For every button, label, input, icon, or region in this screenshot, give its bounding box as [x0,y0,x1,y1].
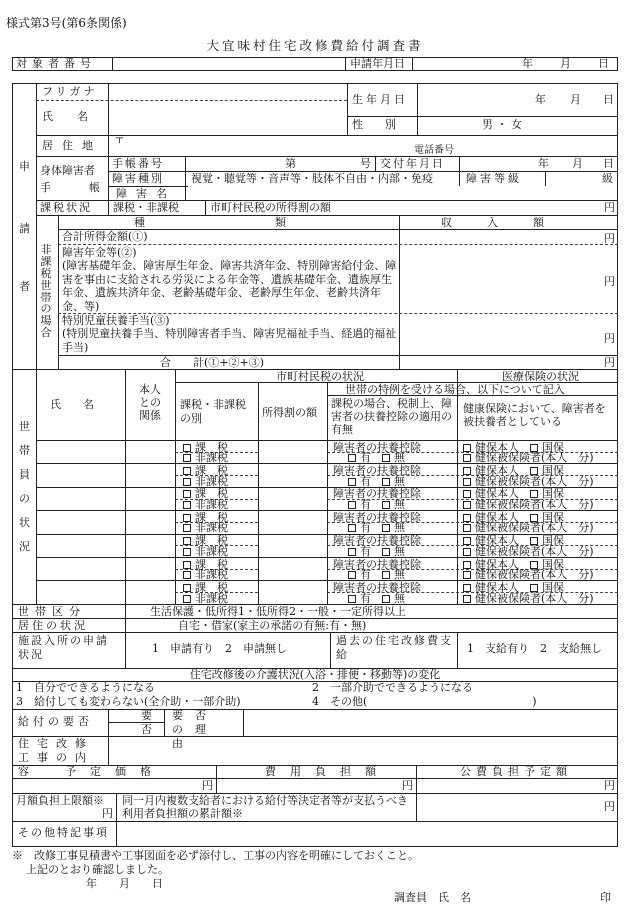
checkbox[interactable] [463,548,471,556]
tax-option[interactable]: 課 税 [183,511,228,525]
dependent-option[interactable]: 健保被保険者(本人 分) [463,592,594,606]
deduction-options[interactable]: 有 無 [348,451,405,465]
nontax-option[interactable]: 非課税 [183,568,228,582]
seal-mark: 印 [600,891,611,904]
other-label: その他特記事項 [18,826,109,839]
deduction-options[interactable]: 有 無 [348,475,405,489]
checkbox[interactable] [463,524,471,532]
checkbox[interactable] [382,548,390,556]
limit-label: 月額負担上限額※ [16,794,104,807]
muni-status-header: 市町村民税の状況 [276,370,364,383]
issue-date-label: 交付年月日 [380,157,445,170]
tax-option[interactable]: 課 税 [183,534,228,548]
insurance-options[interactable]: 健保本人 国保 [463,511,564,525]
dependent-option[interactable]: 健保被保険者(本人 分) [463,521,594,535]
nontax-option[interactable]: 非課税 [183,592,228,606]
deduction-label: 障害者の扶養控除 [333,487,421,501]
nontax-option[interactable]: 非課税 [183,545,228,559]
deduction-options[interactable]: 有 無 [348,568,405,582]
checkbox[interactable] [463,478,471,486]
kind-header: 種類 [134,216,416,229]
tax-option[interactable]: 課 税 [183,558,228,572]
past-label: 過去の住宅改修費支給 [336,634,453,661]
need-reason-label: 要否の理由 [172,709,218,750]
checkbox[interactable] [382,524,390,532]
nontax-option[interactable]: 非課税 [183,498,228,512]
insurance-options[interactable]: 健保本人 国保 [463,534,564,548]
name-label: 氏名 [42,110,112,123]
deduction-label: 障害者の扶養控除 [333,510,421,524]
dependent-option[interactable]: 健保被保険者(本人 分) [463,451,594,465]
deduction-options[interactable]: 有 無 [348,545,405,559]
inspector-label: 調査員 氏 名 [394,891,471,904]
checkbox[interactable] [183,478,191,486]
deduction-label: 障害者の扶養控除 [333,534,421,548]
work-label: 住宅改修工事の内容 [18,737,94,778]
checkbox[interactable] [183,454,191,462]
limit-note: 同一月内複数支給者における給付等決定者等が支払うべき利用者負担額の累計額※ [122,794,408,821]
checkbox[interactable] [348,571,356,579]
nontax-side-label: 非課税世帯の場合 [40,243,52,340]
facility-options: 1 申請有り 2 申請無し [152,642,287,655]
dependent-option[interactable]: 健保被保険者(本人 分) [463,545,594,559]
income-header: 所得割の額 [262,406,317,419]
form-number: 様式第3号(第6条関係) [6,16,127,30]
ins-case-header: 健康保険において、障害者を被扶養者としている [463,402,606,429]
dis-grade-label: 障害等級 [466,172,522,185]
dependent-option[interactable]: 健保被保険者(本人 分) [463,498,594,512]
facility-label: 施設入所の申請状況 [18,634,109,661]
deduction-label: 障害者の扶養控除 [333,580,421,594]
checkbox[interactable] [382,595,390,603]
checkbox[interactable] [463,595,471,603]
sex-value: 男 ・ 女 [482,118,522,131]
handbook-label-1: 身体障害者 [40,164,95,177]
checkbox[interactable] [183,501,191,509]
medical-header: 医療保険の状況 [502,370,579,383]
muni-tax-label: 市町村民税の所得割の額 [210,201,331,214]
page-title: 大宜味村住宅改修費給付調査書 [206,38,424,53]
checkbox[interactable] [348,548,356,556]
checkbox[interactable] [382,571,390,579]
checkbox[interactable] [183,571,191,579]
footer-note: ※ 改修工事見積書や工事図面を必ず添付し、工事の内容を明確にしておくこと。 [12,849,419,862]
deduction-label: 障害者の扶養控除 [333,440,421,454]
amount-header: 収入額 [441,216,579,229]
handbook-label-2: 手帳 [40,181,138,194]
residence-options: 自宅・借家(家主の承諾の有無:有・無) [178,619,367,632]
checkbox[interactable] [183,595,191,603]
row2-label: 障害年金等(②) (障害基礎年金、障害厚生年金、障害共済年金、特別障害給付金、障害を事由に支給される労災による年金等、遺族基礎年金、遺族厚生年金、遺族共済年金、老齢基礎年金、老齢厚生年金、老齢共済年金、等) [62,246,397,313]
tax-options: 課税・非課税 [113,201,179,214]
row1-label: 合計所得金額(①) [62,230,148,243]
tax-case-header: 課税の場合、税制上、障害者の扶養控除の適用の有無 [331,397,452,437]
residence-label: 居住の状況 [18,619,88,632]
insurance-options[interactable]: 健保本人 国保 [463,441,564,455]
book-no-label: 手帳番号 [112,157,164,170]
special-note: 世帯の特例を受ける場合、以下について記入 [345,383,565,396]
sex-label: 性別 [352,118,418,131]
deduction-options[interactable]: 有 無 [348,498,405,512]
care-title: 住宅改修後の介護状況(入浴・排便・移動等)の変化 [189,668,441,681]
insurance-options[interactable]: 健保本人 国保 [463,464,564,478]
insurance-options[interactable]: 健保本人 国保 [463,487,564,501]
address-label: 居住地 [42,139,102,152]
insurance-options[interactable]: 健保本人 国保 [463,581,564,595]
deduction-label: 障害者の扶養控除 [333,463,421,477]
postal-mark: 〒 [114,133,125,146]
past-options: 1 支給有り 2 支給無し [467,642,602,655]
checkbox[interactable] [348,478,356,486]
tax-status-label: 課税状況 [40,201,92,214]
dependent-option[interactable]: 健保被保険者(本人 分) [463,568,594,582]
deduction-label: 障害者の扶養控除 [333,557,421,571]
footer-date: 年 月 日 [86,877,163,890]
deduction-options[interactable]: 有 無 [348,592,405,606]
tax-option[interactable]: 課 税 [183,464,228,478]
dis-type-options: 視覚・聴覚等・音声等・肢体不自由・内部・免疫 [191,172,433,185]
cost-label: 費用負担額 [265,765,390,778]
checkbox[interactable] [348,524,356,532]
target-no-label: 対象者番号 [16,57,96,70]
tax-option[interactable]: 課 税 [183,441,228,455]
checkbox[interactable] [463,571,471,579]
row3-label: 特別児童扶養手当(③) (特別児童扶養手当、特別障害者手当、障害児福祉手当、経過的福祉手当) [62,314,397,354]
estimate-label: 予定価格 [65,765,165,778]
household-cat-options: 生活保護・低所得1・低所得2・一般・一定所得以上 [150,605,406,618]
tax-option[interactable]: 課 税 [183,581,228,595]
checkbox[interactable] [463,454,471,462]
checkbox[interactable] [348,454,356,462]
checkbox[interactable] [382,454,390,462]
dependent-option[interactable]: 健保被保険者(本人 分) [463,475,594,489]
tax-kind-header: 課税・非課税の別 [180,398,246,425]
dis-name-label: 障害名 [116,187,176,200]
apply-date-label: 申請年月日 [350,57,405,70]
phone-label: 電話番号 [414,145,454,156]
checkbox[interactable] [348,501,356,509]
household-cat-label: 世帯区分 [18,605,86,618]
checkbox[interactable] [382,478,390,486]
tax-option[interactable]: 課 税 [183,487,228,501]
checkbox[interactable] [463,501,471,509]
relation-header: 本人との関係 [139,383,161,423]
deduction-options[interactable]: 有 無 [348,521,405,535]
insurance-options[interactable]: 健保本人 国保 [463,558,564,572]
furigana-label: フリガナ [42,85,98,98]
checkbox[interactable] [183,548,191,556]
dis-type-label: 障害種別 [112,172,164,185]
hh-name-header: 氏 名 [50,398,94,411]
public-label: 公費負担予定額 [460,765,572,778]
checkbox[interactable] [382,501,390,509]
nontax-option[interactable]: 非課税 [183,451,228,465]
need-label: 給付の要否 [18,715,93,728]
footer-confirm: 上記のとおり確認しました。 [26,863,169,876]
total-label: 合 計(①+②+③) [160,356,265,369]
nontax-option[interactable]: 非課税 [183,475,228,489]
nontax-option[interactable]: 非課税 [183,521,228,535]
checkbox[interactable] [348,595,356,603]
checkbox[interactable] [183,524,191,532]
birth-label: 生年月日 [352,93,408,106]
